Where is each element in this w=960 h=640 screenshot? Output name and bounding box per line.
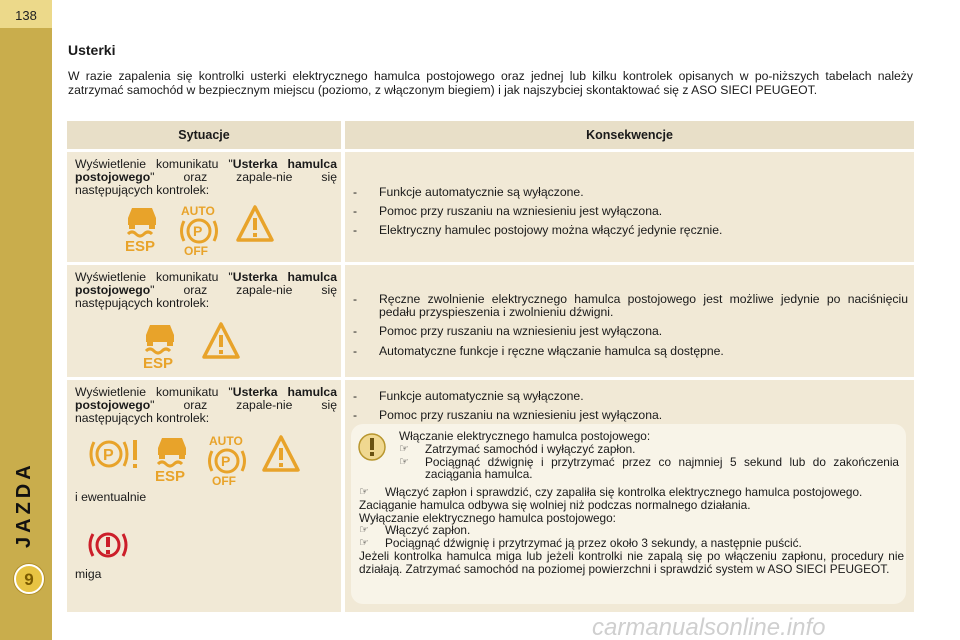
row-1-icons	[123, 204, 275, 256]
optional-label: i ewentualnie	[75, 490, 147, 504]
parking-brake-fault-icon	[89, 434, 141, 474]
consequence-list	[353, 390, 908, 428]
exclamation-circle-icon	[357, 432, 387, 462]
note-step: ☞ Pociągnąć dźwignię i przytrzymać przez co najmniej 5 sekund lub do zakończenia zaciągania hamulca.	[399, 454, 899, 482]
blinking-state-label: miga	[75, 567, 102, 581]
note-heading-enable: Włączanie elektrycznego hamulca postojowego:	[399, 429, 651, 443]
watermark: carmanualsonline.info	[592, 614, 826, 640]
list-item: - Funkcje automatycznie są wyłączone.	[353, 390, 908, 403]
note-text: Zaciąganie hamulca odbywa się wolniej niż podczas normalnego działania.	[359, 497, 751, 512]
row-3-consequences	[345, 380, 914, 612]
auto-p-off-icon	[205, 434, 249, 486]
situation-text: Wyświetlenie komunikatu "Usterka hamulca postojowego" oraz zapale-nie się następujących kontrolek:	[75, 157, 337, 197]
row-1-situation	[67, 152, 341, 262]
row-3-situation	[67, 380, 341, 612]
note-warning-text: Jeżeli kontrolka hamulca miga lub jeżeli kontrolki nie zapalą się po włączeniu zapłonu, procedury nie działają. Zatrzymać samochód na poziomej powierzchni i sprawdzić system w ASO SIECI PEUGEOT.	[359, 548, 904, 576]
chapter-title: JAZDA	[13, 461, 35, 548]
svg-text:ESP: ESP	[125, 238, 156, 252]
note-top-block	[399, 430, 899, 481]
svg-text:AUTO: AUTO	[209, 434, 243, 448]
note-step: ☞ Włączyć zapłon.	[359, 523, 471, 538]
svg-text:P: P	[103, 447, 114, 464]
hand-pointer-icon: ☞	[399, 442, 409, 455]
esp-off-icon	[153, 434, 193, 482]
hand-pointer-icon: ☞	[359, 486, 369, 498]
list-item: - Pomoc przy ruszaniu na wzniesieniu jest wyłączona.	[353, 325, 908, 338]
note-heading-disable: Wyłączanie elektrycznego hamulca postojowego:	[359, 510, 616, 525]
list-item: - Funkcje automatycznie są wyłączone.	[353, 186, 908, 199]
svg-text:P: P	[221, 453, 231, 469]
svg-text:AUTO: AUTO	[181, 204, 215, 218]
note-step: ☞ Zatrzymać samochód i wyłączyć zapłon.	[399, 441, 636, 456]
svg-text:P: P	[193, 223, 203, 239]
warning-triangle-icon	[235, 204, 275, 244]
page-number: 138	[0, 0, 52, 28]
row-2-consequences	[345, 265, 914, 377]
hand-pointer-icon: ☞	[359, 524, 369, 537]
situation-text: Wyświetlenie komunikatu "Usterka hamulca postojowego" oraz zapale-nie się następujących kontrolek:	[75, 385, 337, 425]
intro-paragraph: W razie zapalenia się kontrolki usterki elektrycznego hamulca postojowego oraz jednej lub kilku kontrolek opisanych w po-niższych tabelach należy zatrzymać samochód w bezpiecznym miejscu (poziomo, z włączonym biegiem) i jak najszybciej skontaktować się z ASO SIECI PEUGEOT.	[68, 69, 913, 97]
section-title: Usterki	[68, 42, 116, 58]
hand-pointer-icon: ☞	[399, 455, 409, 468]
auto-p-off-icon	[177, 204, 221, 256]
situation-text: Wyświetlenie komunikatu "Usterka hamulca postojowego" oraz zapale-nie się następujących kontrolek:	[75, 270, 337, 310]
note-step: ☞ Pociągnąć dźwignię i przytrzymać ją przez około 3 sekundy, a następnie puścić.	[359, 536, 802, 551]
note-bottom-block	[359, 486, 904, 576]
consequence-list	[353, 186, 908, 244]
brake-red-icon	[87, 528, 129, 562]
procedure-note	[351, 424, 906, 604]
row-3-icons	[89, 434, 301, 486]
svg-text:OFF: OFF	[212, 474, 236, 486]
warning-triangle-icon	[201, 321, 241, 361]
hand-pointer-icon: ☞	[359, 537, 369, 550]
list-item: - Automatyczne funkcje i ręczne włączanie hamulca są dostępne.	[353, 345, 908, 358]
list-item: - Pomoc przy ruszaniu na wzniesieniu jest wyłączona.	[353, 205, 908, 218]
row-2-situation	[67, 265, 341, 377]
list-item: - Pomoc przy ruszaniu na wzniesieniu jest wyłączona.	[353, 409, 908, 422]
note-step: ☞ Włączyć zapłon i sprawdzić, czy zapaliła się kontrolka elektrycznego hamulca postojowego.	[359, 485, 863, 499]
consequence-list	[353, 293, 908, 364]
esp-off-icon	[141, 321, 181, 369]
svg-text:ESP: ESP	[143, 355, 174, 369]
esp-off-icon	[123, 204, 163, 252]
list-item: - Elektryczny hamulec postojowy można włączyć jedynie ręcznie.	[353, 224, 908, 237]
row-1-consequences	[345, 152, 914, 262]
warning-triangle-icon	[261, 434, 301, 474]
svg-text:ESP: ESP	[155, 468, 186, 482]
list-item: - Ręczne zwolnienie elektrycznego hamulca postojowego jest możliwe jedynie po naciśnięciu pedału przyspieszenia i zwolnieniu dźwigni.	[353, 293, 908, 319]
chapter-badge: 9	[14, 564, 44, 594]
header-situations: Sytuacje	[67, 121, 341, 149]
row-2-icons	[141, 321, 241, 369]
header-consequences: Konsekwencje	[345, 121, 914, 149]
svg-text:OFF: OFF	[184, 244, 208, 256]
